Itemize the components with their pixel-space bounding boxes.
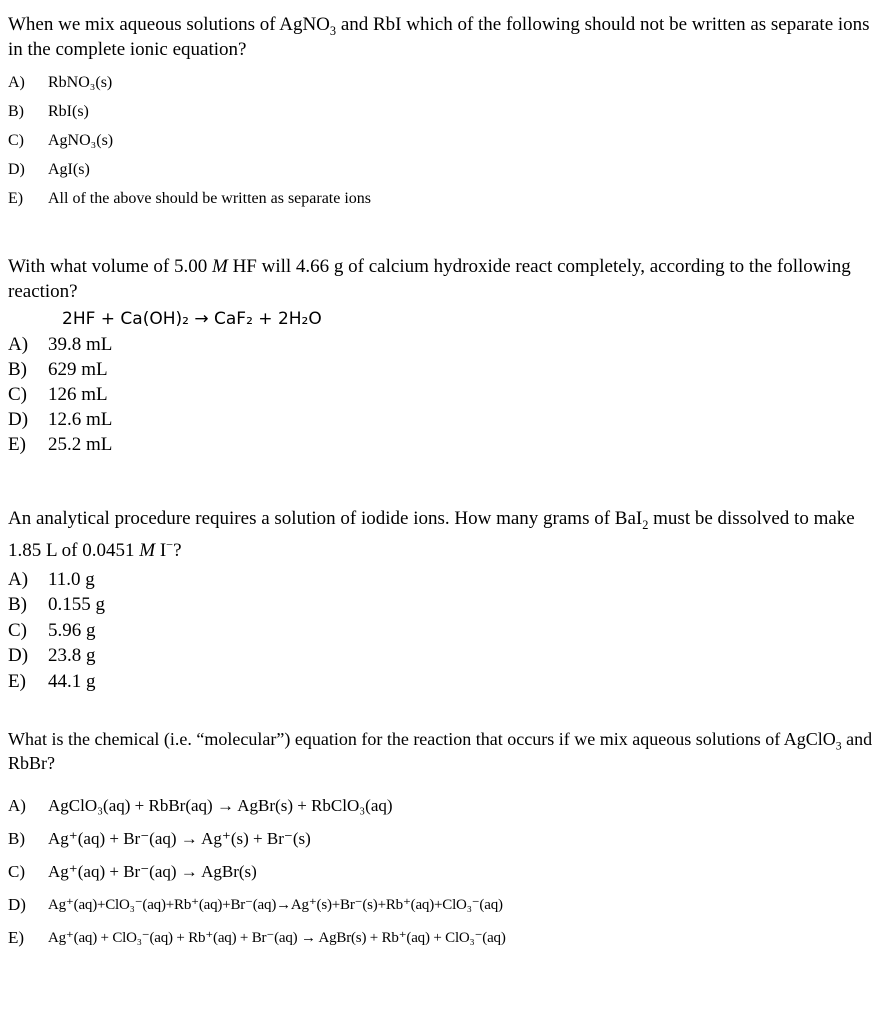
option-a[interactable]: A) AgClO₃(aq) + RbBr(aq) → AgBr(s) + RbClO₃(aq) — [8, 795, 393, 815]
option-e[interactable]: E) All of the above should be written as separate ions — [8, 189, 372, 207]
question-1 — [8, 12, 889, 213]
option-d[interactable]: D) 12.6 mL — [8, 408, 113, 430]
option-e[interactable]: E) 25.2 mL — [8, 433, 113, 455]
question-2-options — [8, 332, 889, 457]
option-e[interactable]: E) Ag⁺(aq) + ClO₃⁻(aq) + Rb⁺(aq) + Br⁻(aq) → AgBr(s) + Rb⁺(aq) + ClO₃⁻(aq) — [8, 927, 506, 947]
option-a[interactable]: A) 39.8 mL — [8, 333, 113, 355]
option-c[interactable]: C) AgNO₃(s) — [8, 131, 114, 149]
question-1-stem: When we mix aqueous solutions of AgNO$_3$ and RbI which of the following should not be written as separate ions in the complete ionic equation? — [8, 14, 870, 60]
question-4-options — [8, 789, 889, 954]
option-e[interactable]: E) 44.1 g — [8, 670, 96, 692]
option-d[interactable]: D) Ag⁺(aq)+ClO₃⁻(aq)+Rb⁺(aq)+Br⁻(aq)→Ag⁺(s)+Br⁻(s)+Rb⁺(aq)+ClO₃⁻(aq) — [8, 894, 503, 914]
option-c[interactable]: C) 126 mL — [8, 383, 108, 405]
question-3-options — [8, 567, 889, 695]
option-b[interactable]: B) Ag⁺(aq) + Br⁻(aq) → Ag⁺(s) + Br⁻(s) — [8, 828, 311, 848]
option-d[interactable]: D) 23.8 g — [8, 645, 96, 667]
question-3 — [8, 503, 889, 695]
question-2-stem: With what volume of 5.00 M HF will 4.66 g of calcium hydroxide react completely, according to the following reaction? — [8, 256, 851, 302]
option-c[interactable]: C) 5.96 g — [8, 619, 96, 641]
question-3-stem: An analytical procedure requires a solution of iodide ions. How many grams of BaI$_2$ must be dissolved to make 1.85 L of 0.0451 M I−? — [8, 508, 855, 561]
reaction-equation: 2HF + Ca(OH)₂ → CaF₂ + 2H₂O — [62, 309, 322, 329]
question-2 — [8, 254, 889, 457]
option-b[interactable]: B) 0.155 g — [8, 594, 105, 616]
option-b[interactable]: B) RbI(s) — [8, 102, 89, 120]
option-a[interactable]: A) RbNO₃(s) — [8, 73, 113, 91]
option-d[interactable]: D) AgI(s) — [8, 160, 90, 178]
question-4-stem: What is the chemical (i.e. “molecular”) equation for the reaction that occurs if we mix aqueous solutions of AgClO$_3$ and RbBr? — [8, 729, 873, 773]
option-b[interactable]: B) 629 mL — [8, 358, 108, 380]
question-1-options — [8, 68, 889, 213]
question-4 — [8, 727, 889, 954]
option-c[interactable]: C) Ag⁺(aq) + Br⁻(aq) → AgBr(s) — [8, 861, 257, 881]
option-a[interactable]: A) 11.0 g — [8, 568, 95, 590]
